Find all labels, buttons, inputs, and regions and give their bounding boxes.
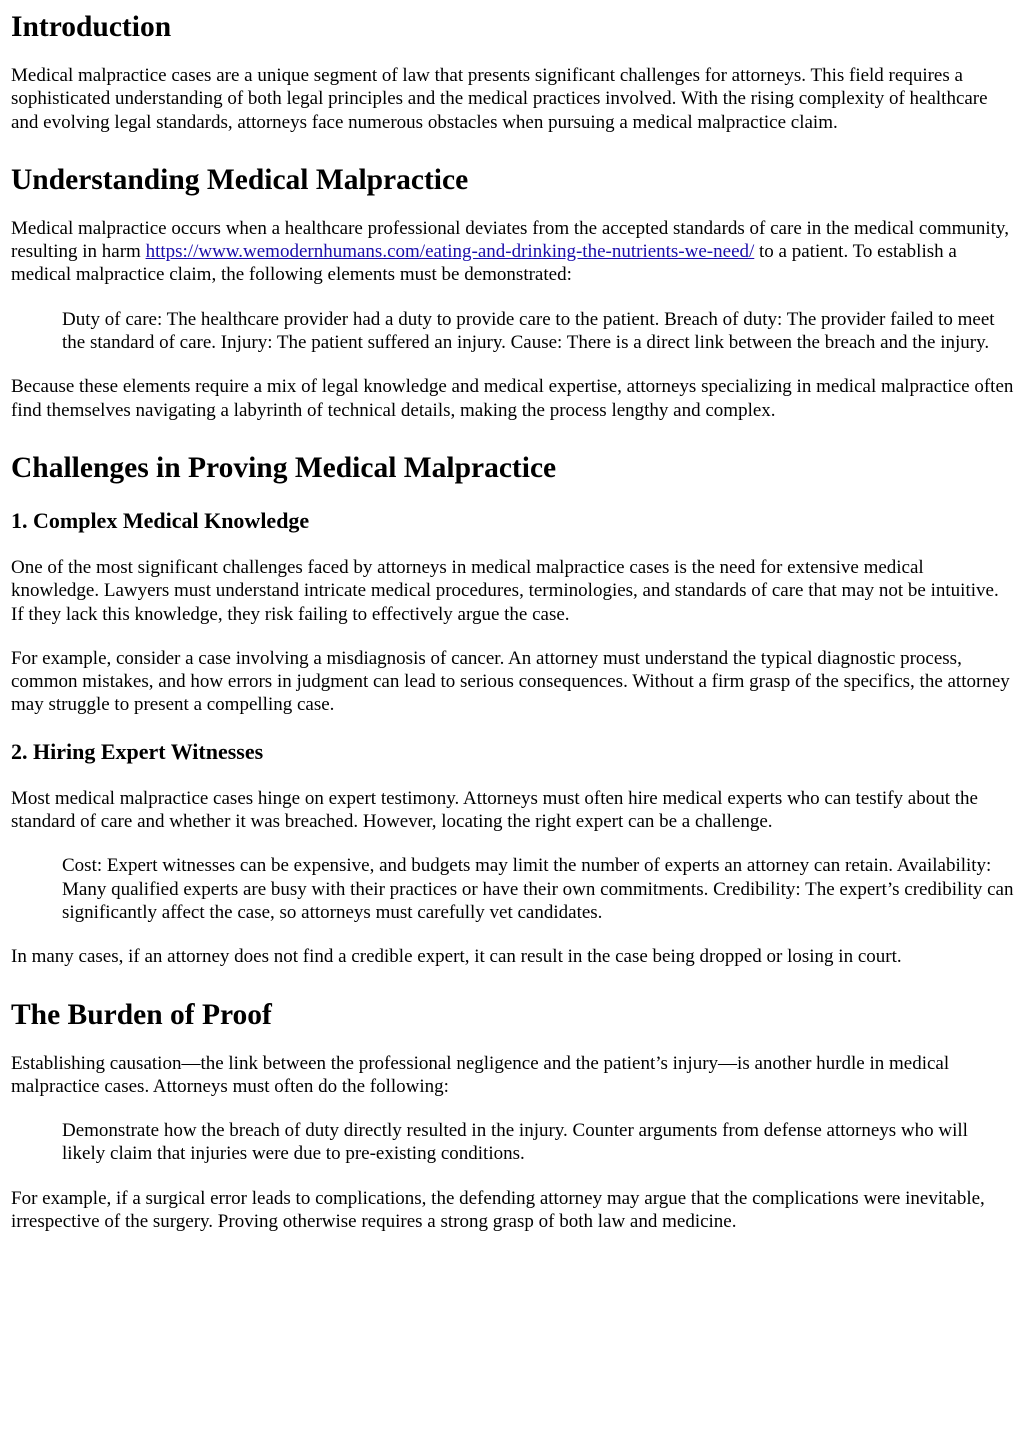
- burden-blockquote: Demonstrate how the breach of duty directly resulted in the injury. Counter arguments from defense attorneys who will likely claim that injuries were due to pre-existing conditions.: [62, 1120, 968, 1165]
- heading-challenges: Challenges in Proving Medical Malpractice: [11, 451, 557, 484]
- burden-paragraph-2: For example, if a surgical error leads to complications, the defending attorney may argue that the complications were inevitable, irrespective of the surgery. Proving otherwise requires a strong grasp of both law and medicine.: [11, 1187, 985, 1233]
- heading-introduction: Introduction: [11, 11, 172, 43]
- heading-burden-of-proof: The Burden of Proof: [11, 998, 272, 1031]
- understanding-paragraph: [11, 217, 1014, 287]
- article: [0, 10, 1024, 1233]
- experts-paragraph-2: In many cases, if an attorney does not find a credible expert, it can result in the case being dropped or losing in court.: [11, 946, 902, 968]
- experts-blockquote: Cost: Expert witnesses can be expensive, and budgets may limit the number of experts an attorney can retain. Availability: Many qualified experts are busy with their practices or have their own commitments. Credibility: The expert’s credibility can significantly affect the case, so attorneys must carefully vet candidates.: [62, 855, 1014, 923]
- intro-paragraph: Medical malpractice cases are a unique segment of law that presents significant challenges for attorneys. This field requires a sophisticated understanding of both legal principles and the medical practices involved. With the rising complexity of healthcare and evolving legal standards, attorneys face numerous obstacles when pursuing a medical malpractice claim.: [11, 65, 988, 133]
- elements-blockquote: Duty of care: The healthcare provider had a duty to provide care to the patient. Breach of duty: The provider failed to meet the standard of care. Injury: The patient suffered an injury. Cause: There is a direct link between the breach and the injury.: [62, 308, 995, 354]
- complex-paragraph-2: For example, consider a case involving a misdiagnosis of cancer. An attorney must understand the typical diagnostic process, common mistakes, and how errors in judgment can lead to serious consequences. Without a firm grasp of the specifics, the attorney may struggle to present a compelling case.: [11, 647, 1010, 716]
- heading-understanding-medical-malpractice: Understanding Medical Malpractice: [11, 163, 469, 196]
- understanding-text-before-link: Medical malpractice occurs when a healthcare professional deviates from the accepted standards of care in the medical community, resulting in harm: [11, 217, 1009, 263]
- understanding-text-after-link: to a patient. To establish a medical malpractice claim, the following elements must be demonstrated:: [11, 241, 957, 286]
- burden-paragraph-1: Establishing causation—the link between the professional negligence and the patient’s injury—is another hurdle in medical malpractice cases. Attorneys must often do the following:: [11, 1052, 950, 1097]
- nutrients-link[interactable]: https://www.wemodernhumans.com/eating-and-drinking-the-nutrients-we-need/: [145, 241, 755, 263]
- heading-complex-medical-knowledge: 1. Complex Medical Knowledge: [11, 507, 310, 533]
- heading-hiring-expert-witnesses: 2. Hiring Expert Witnesses: [11, 738, 264, 764]
- understanding-summary-paragraph: Because these elements require a mix of legal knowledge and medical expertise, attorneys specializing in medical malpractice often find themselves navigating a labyrinth of technical details, making the process lengthy and complex.: [11, 376, 1014, 421]
- experts-paragraph-1: Most medical malpractice cases hinge on expert testimony. Attorneys must often hire medical experts who can testify about the standard of care and whether it was breached. However, locating the right expert can be a challenge.: [11, 787, 978, 833]
- complex-paragraph-1: One of the most significant challenges faced by attorneys in medical malpractice cases is the need for extensive medical knowledge. Lawyers must understand intricate medical procedures, terminologies, and standards of care that may not be intuitive. If they lack this knowledge, they risk failing to effectively argue the case.: [11, 556, 999, 625]
